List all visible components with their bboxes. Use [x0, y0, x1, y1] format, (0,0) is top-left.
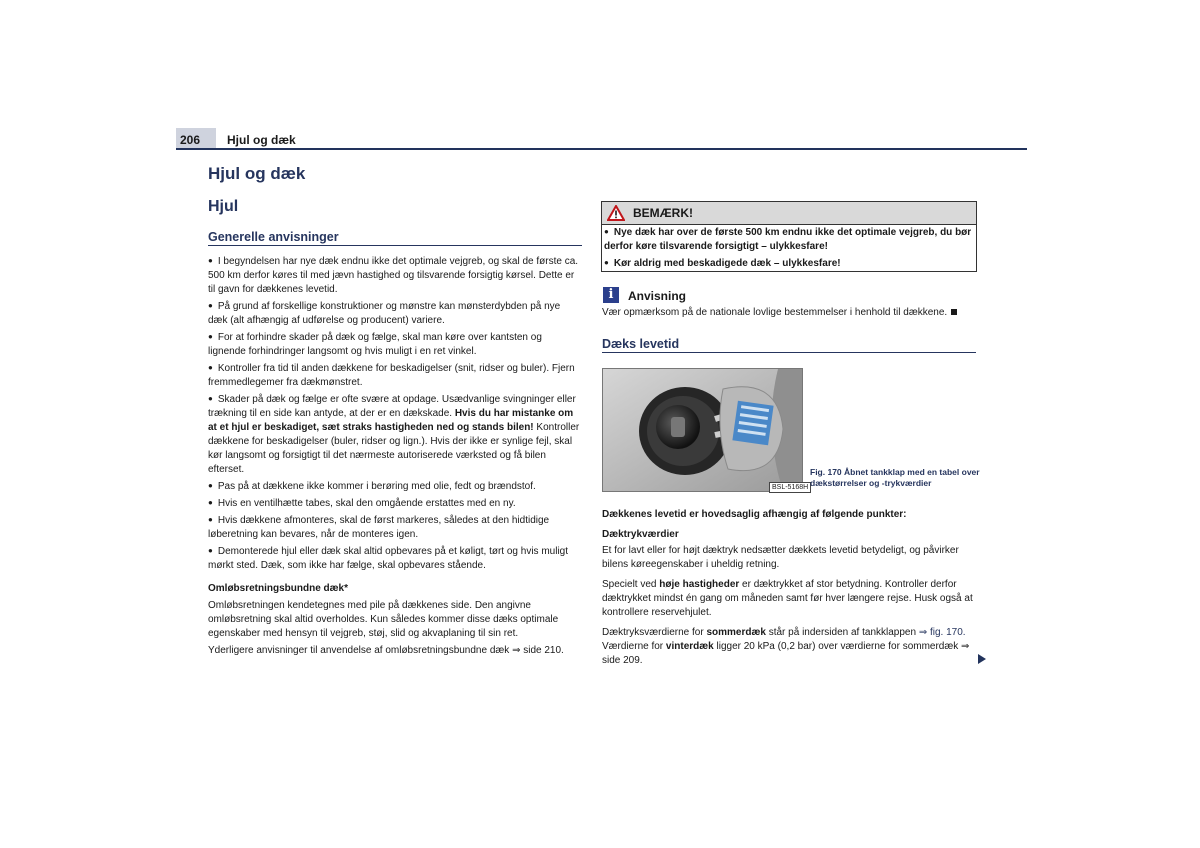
pressure-title: Dæktrykværdier	[602, 529, 679, 540]
list-item: ● Kontroller fra tid til anden dækkene for beskadigelser (snit, ridser og buler). Fjern fremmedlegemer fra dækmønstret.	[208, 362, 582, 390]
warning-item: ● Kør aldrig med beskadigede dæk – ulykkesfare!	[604, 257, 974, 271]
warning-text	[604, 226, 974, 274]
warning-triangle-icon	[607, 205, 625, 221]
pressure-paragraph-2: Specielt ved høje hastigheder er dæktrykket af stor betydning. Kontroller derfor dæktrykket mindst én gang om måneden samt før hver længere rejse. Husk også at kontrollere reservehjulet.	[602, 579, 973, 618]
header-rule	[176, 148, 1027, 150]
list-item: ● Hvis dækkene afmonteres, skal de først markeres, således at den hidtidige løberetning kan bevares, når de monteres igen.	[208, 514, 582, 542]
figure-caption: Fig. 170 Åbnet tankklap med en tabel over dækstørrelser og -trykværdier	[810, 467, 980, 488]
subsection-title-general: Generelle anvisninger	[208, 230, 339, 244]
pressure-paragraph-3: Dæktryksværdierne for sommerdæk står på indersiden af tankklappen ⇒ fig. 170. Værdierne for vinterdæk ligger 20 kPa (0,2 bar) over værdierne for sommerdæk ⇒ side 209.	[602, 627, 970, 666]
warning-item: ● Nye dæk har over de første 500 km endnu ikke det optimale vejgreb, du bør derfor køre tilsvarende forsigtigt – ulykkesfare!	[604, 226, 974, 254]
figure-reference-link[interactable]: ⇒ fig. 170.	[918, 627, 966, 638]
note-text: Vær opmærksom på de nationale lovlige bestemmelser i henhold til dækkene.	[602, 306, 976, 320]
page-number: 206	[180, 133, 201, 147]
direction-text: Omløbsretningen kendetegnes med pile på dækkenes side. Den angivne omløbsretning skal altid overholdes. Kun således kommer disse dæks optimale egenskaber med hensyn til vejgreb, støj, slid og akvaplaning til sin ret.	[208, 600, 559, 639]
subsection-rule	[602, 352, 976, 353]
fuel-flap-illustration	[603, 369, 802, 491]
chapter-title: Hjul og dæk	[208, 164, 306, 183]
running-header: Hjul og dæk	[227, 133, 296, 147]
continue-arrow-icon	[978, 654, 986, 664]
list-item: ● Demonterede hjul eller dæk skal altid opbevares på et køligt, tørt og hvis muligt mørkt sted. Dæk, som ikke har fælge, skal opbevares stående.	[208, 545, 582, 573]
info-icon: i	[603, 287, 619, 303]
tyre-life-text	[602, 508, 976, 674]
section-title: Hjul	[208, 198, 239, 215]
subsection-title-life: Dæks levetid	[602, 337, 680, 351]
list-item: ● For at forhindre skader på dæk og fælge, skal man køre over kantsten og lignende forhindringer langsomt og hvis muligt i en ret vinkel.	[208, 331, 582, 359]
fuel-flap-figure	[602, 368, 803, 492]
list-item: ● I begyndelsen har nye dæk endnu ikke det optimale vejgreb, og skal de første ca. 500 km derfor køres til med jævn hastighed og tilsvarende forsigtig kørsel. Dette er til gavn for dækkenes levetid.	[208, 255, 582, 297]
figure-code: BSL-5168H	[769, 482, 811, 493]
subsection-rule	[208, 245, 582, 246]
warning-title: BEMÆRK!	[633, 206, 693, 220]
list-item: ● På grund af forskellige konstruktioner og mønstre kan mønsterdybden på nye dæk (alt afhængig af udførelse og producent) variere.	[208, 300, 582, 328]
general-instructions	[208, 255, 582, 661]
pressure-paragraph-1: Et for lavt eller for højt dæktryk nedsætter dækkets levetid betydeligt, og påvirker bilens køreegenskaber i uheldig retning.	[602, 545, 959, 570]
note-title: Anvisning	[628, 289, 687, 303]
direction-reference[interactable]: Yderligere anvisninger til anvendelse af omløbsretningsbundne dæk ⇒ side 210.	[208, 645, 564, 656]
damage-warning-text: Hvis du har mistanke om at et hjul er beskadiget, sæt straks hastigheden ned og stands bilen!	[208, 408, 574, 433]
direction-heading: Omløbsretningsbundne dæk*	[208, 583, 349, 594]
end-mark-icon	[951, 309, 957, 315]
list-item: ● Pas på at dækkene ikke kommer i berøring med olie, fedt og brændstof.	[208, 480, 582, 494]
lead-paragraph: Dækkenes levetid er hovedsaglig afhængig af følgende punkter:	[602, 509, 907, 520]
list-item: ● Hvis en ventilhætte tabes, skal den omgående erstattes med en ny.	[208, 497, 582, 511]
list-item-damage: ● Skader på dæk og fælge er ofte svære at opdage. Usædvanlige svingninger eller trækning til en side kan antyde, at der er en dækskade. Hvis du har mistanke om at et hjul er beskadiget, sæt straks hastigheden ned og stands bilen! Kontroller dækkene for beskadigelser (buler, ridser og lign.). Hvis der ikke er synlige fejl, skal kør langsomt og forsigtigt til det nærmeste autoriserede værksted og få bilen efterset.	[208, 393, 582, 477]
